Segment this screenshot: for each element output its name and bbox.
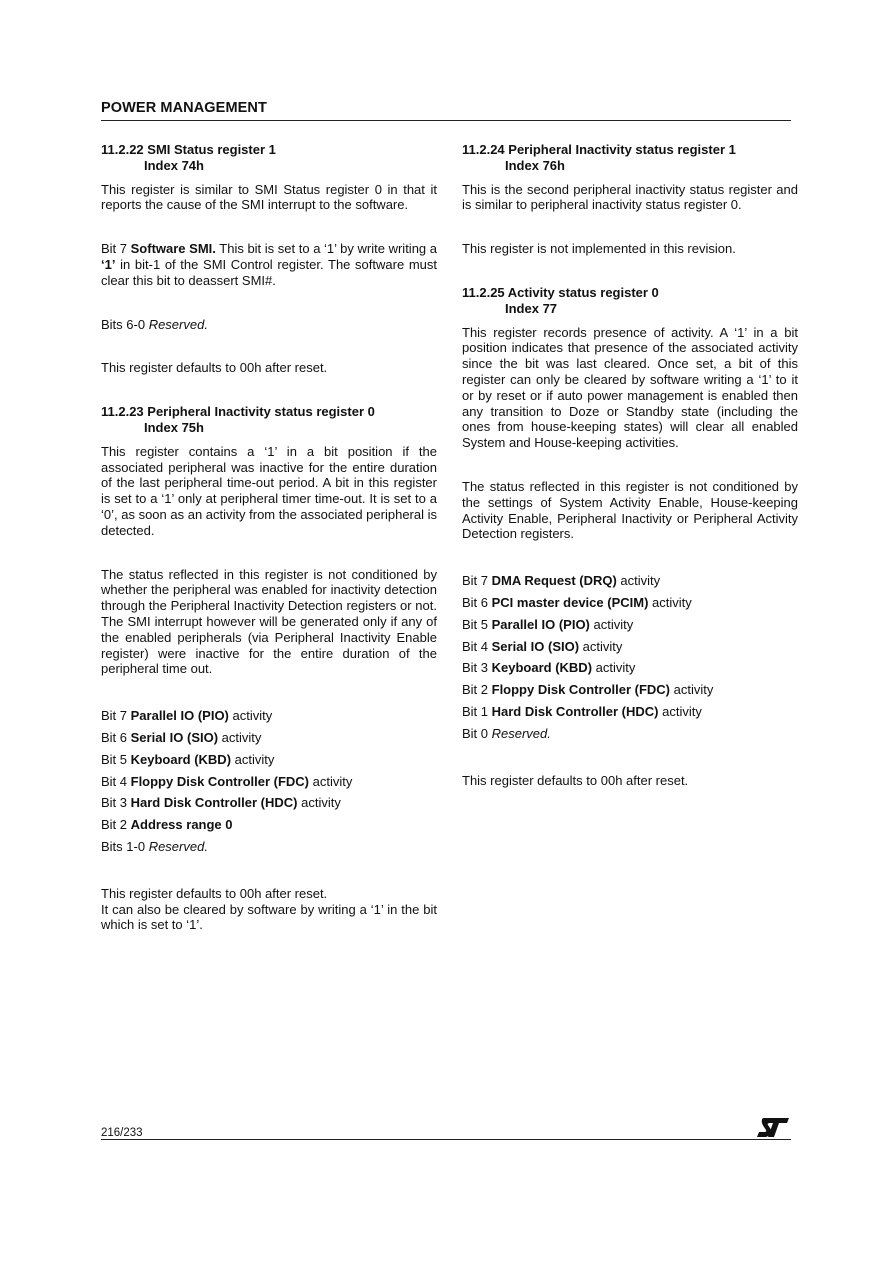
bit-list-item-reserved: Bit 0 Reserved.	[462, 725, 551, 741]
bit-prefix: Bits 6-0	[101, 316, 149, 332]
page-number: 216/233	[101, 1127, 143, 1139]
bit-description	[101, 241, 437, 288]
default-note: This register defaults to 00h after reset.	[101, 360, 328, 376]
bit-text: in bit-1 of the SMI Control register. The software must clear this bit to deassert SMI#.	[101, 256, 437, 288]
bit-list-item: Bit 4 Serial IO (SIO) activity	[462, 638, 623, 654]
reserved-label: Reserved.	[148, 316, 208, 332]
right-column	[462, 142, 798, 788]
bit-list-item: Bit 1 Hard Disk Controller (HDC) activity	[462, 703, 702, 719]
bit-list-item-reserved: Bits 1-0 Reserved.	[101, 838, 208, 854]
bit-list-item: Bit 5 Parallel IO (PIO) activity	[462, 616, 634, 632]
section-number-title: 11.2.23 Peripheral Inactivity status register 0	[101, 404, 375, 420]
paragraph: The status reflected in this register is not conditioned by whether the peripheral was enabled for inactivity detection through the Peripheral Inactivity Detection registers or not. The SMI interrupt however will be generated only if any of the enabled peripherals (via Peripheral Inactivity Enable register) were inactive for the entire duration of the peripheral time out.	[101, 566, 437, 677]
section-heading	[462, 142, 798, 174]
bit-list	[101, 705, 437, 858]
default-note: This register defaults to 00h after reset.	[462, 772, 689, 788]
section-number-title: 11.2.22 SMI Status register 1	[101, 142, 276, 157]
header-divider	[101, 120, 791, 121]
section-activity-status-0	[462, 285, 798, 788]
bit-list	[462, 570, 798, 744]
paragraph: This register is similar to SMI Status register 0 in that it reports the cause of the SMI interrupt to the software.	[101, 181, 437, 213]
section-index: Index 76h	[505, 157, 565, 173]
bit-list-item: Bit 2 Address range 0	[101, 817, 233, 833]
reserved-bits	[101, 317, 437, 333]
bit-prefix: Bit 7	[101, 241, 131, 257]
bit-list-item: Bit 6 PCI master device (PCIM) activity	[462, 594, 692, 610]
st-logo-icon	[756, 1116, 790, 1138]
section-smi-status-1	[101, 142, 437, 376]
bit-list-item: Bit 2 Floppy Disk Controller (FDC) activity	[462, 682, 714, 698]
section-index: Index 74h	[144, 157, 204, 173]
paragraph: The status reflected in this register is not conditioned by the settings of System Activity Enable, House-keeping Activity Enable, Peripheral Inactivity or Peripheral Activity Detection registers.	[462, 478, 798, 542]
bit-text: This bit is set to a ‘1’ by write writing a	[215, 241, 437, 257]
bit-list-item: Bit 6 Serial IO (SIO) activity	[101, 729, 262, 745]
bit-list-item: Bit 3 Hard Disk Controller (HDC) activity	[101, 795, 341, 811]
default-note: This register defaults to 00h after reset.	[101, 885, 328, 901]
section-number-title: 11.2.25 Activity status register 0	[462, 284, 659, 300]
left-column	[101, 142, 437, 933]
section-heading	[101, 404, 437, 436]
paragraph: This register is not implemented in this revision.	[462, 241, 736, 257]
section-heading	[462, 285, 798, 317]
section-heading	[101, 142, 437, 174]
paragraph: This register contains a ‘1’ in a bit position if the associated peripheral was inactive for the entire duration of the last peripheral time-out period. A bit in this register is set to a ‘1’ only at peripheral timer time-out. It is set to a ‘0’, as soon as an activity from the associated peripheral is detected.	[101, 443, 438, 538]
bit-list-item: Bit 7 DMA Request (DRQ) activity	[462, 573, 661, 589]
bit-list-item: Bit 5 Keyboard (KBD) activity	[101, 751, 275, 767]
footer-divider	[101, 1139, 791, 1140]
paragraph: This register records presence of activity. A ‘1’ in a bit position indicates that presence of the associated activity since the bit was last cleared. Once set, a bit of this register can only be cleared by software writing a ‘1’ to it or by reset or if auto power management is enabled then any transition to Doze or Standby state (including the ones from house-keeping states) will clear all enabled System and House-keeping activities.	[462, 324, 798, 451]
section-peripheral-inactivity-1	[462, 142, 798, 257]
bit-list-item: Bit 7 Parallel IO (PIO) activity	[101, 708, 273, 724]
page-header-title: POWER MANAGEMENT	[101, 100, 267, 116]
section-peripheral-inactivity-0	[101, 404, 437, 933]
paragraph: This is the second peripheral inactivity status register and is similar to peripheral inactivity status register 0.	[462, 181, 798, 213]
bit-list-item: Bit 3 Keyboard (KBD) activity	[462, 660, 636, 676]
bit-value: ‘1’	[101, 256, 116, 272]
section-index: Index 77	[505, 300, 558, 316]
section-index: Index 75h	[144, 419, 204, 435]
section-number-title: 11.2.24 Peripheral Inactivity status register 1	[462, 142, 736, 157]
clear-note: It can also be cleared by software by writing a ‘1’ in the bit which is set to ‘1’.	[101, 901, 437, 933]
bit-name: Software SMI.	[130, 241, 216, 257]
bit-list-item: Bit 4 Floppy Disk Controller (FDC) activity	[101, 773, 353, 789]
